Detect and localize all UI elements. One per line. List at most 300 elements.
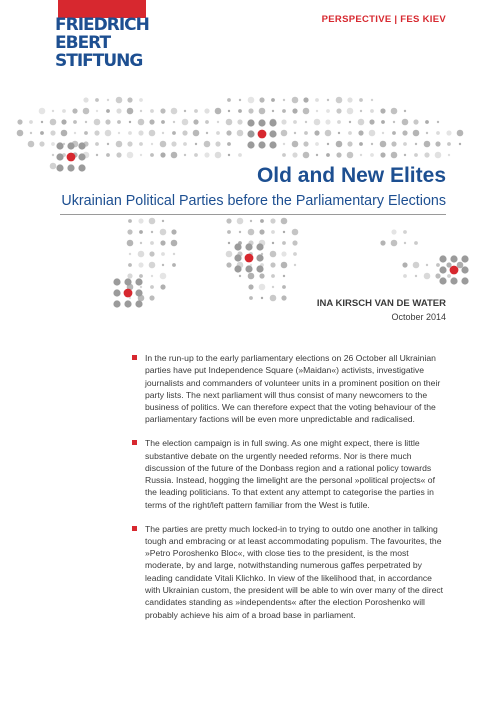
map-dot: [96, 154, 98, 156]
map-dot: [245, 243, 252, 250]
map-dot: [392, 131, 396, 135]
map-dot: [414, 153, 418, 157]
map-dot: [269, 119, 276, 126]
map-dot: [139, 142, 143, 146]
map-dot: [124, 289, 133, 298]
map-dot: [358, 119, 365, 126]
map-dot: [260, 219, 264, 223]
summary-bullet: [132, 523, 446, 621]
map-dot: [259, 97, 264, 102]
map-dot: [461, 255, 468, 262]
map-dot: [204, 108, 209, 113]
map-dot: [226, 251, 233, 258]
map-dot: [227, 230, 231, 234]
map-dot: [370, 109, 374, 113]
map-dot: [182, 130, 187, 135]
map-dot: [461, 277, 468, 284]
map-dot: [272, 286, 274, 288]
map-dot: [272, 110, 274, 112]
map-dot: [248, 229, 255, 236]
map-dot: [171, 108, 178, 115]
map-dot: [245, 254, 254, 263]
summary-bullets: [132, 352, 446, 632]
map-dot: [160, 273, 167, 280]
map-dot: [171, 141, 176, 146]
map-dot: [67, 153, 76, 162]
map-dot: [336, 108, 341, 113]
map-dot: [150, 153, 154, 157]
map-dot: [294, 132, 296, 134]
map-dot: [303, 108, 310, 115]
map-dot: [258, 141, 265, 148]
map-dot: [193, 119, 198, 124]
map-dot: [204, 141, 211, 148]
map-dot: [402, 262, 407, 267]
map-dot: [369, 119, 374, 124]
map-dot: [215, 152, 222, 159]
map-dot: [160, 229, 167, 236]
map-dot: [382, 132, 384, 134]
map-dot: [404, 110, 406, 112]
map-dot: [258, 130, 267, 139]
map-dot: [237, 218, 244, 225]
map-dot: [237, 119, 242, 124]
map-dot: [347, 97, 352, 102]
map-dot: [113, 300, 120, 307]
map-dot: [171, 152, 178, 159]
bullet-square-icon: [132, 440, 137, 445]
map-dot: [248, 97, 255, 104]
map-dot: [447, 142, 451, 146]
map-dot: [404, 242, 406, 244]
map-dot: [29, 120, 33, 124]
map-dot: [281, 130, 288, 137]
map-dot: [17, 119, 22, 124]
map-dot: [292, 152, 297, 157]
map-dot: [281, 218, 288, 225]
map-dot: [151, 275, 153, 277]
map-dot: [226, 130, 231, 135]
map-dot: [281, 251, 286, 256]
map-dot: [293, 252, 297, 256]
map-dot: [259, 229, 264, 234]
map-dot: [461, 266, 468, 273]
map-dot: [283, 275, 285, 277]
map-dot: [403, 230, 407, 234]
map-dot: [234, 265, 241, 272]
map-dot: [194, 153, 198, 157]
map-dot: [256, 265, 263, 272]
map-dot: [439, 255, 446, 262]
map-dot: [436, 263, 440, 267]
map-dot: [315, 142, 319, 146]
map-dot: [116, 152, 121, 157]
map-dot: [393, 121, 395, 123]
map-dot: [249, 296, 253, 300]
map-dot: [439, 277, 446, 284]
map-dot: [140, 110, 142, 112]
author: INA KIRSCH VAN DE WATER: [316, 298, 446, 309]
map-dot: [227, 142, 231, 146]
map-dot: [160, 240, 165, 245]
map-dot: [347, 152, 354, 159]
map-dot: [228, 110, 230, 112]
map-dot: [52, 154, 54, 156]
map-dot: [259, 284, 266, 291]
map-dot: [50, 163, 57, 170]
map-dot: [150, 109, 154, 113]
map-dot: [161, 120, 165, 124]
map-dot: [56, 153, 63, 160]
map-dot: [40, 131, 44, 135]
map-dot: [161, 252, 165, 256]
map-dot: [391, 108, 398, 115]
map-dot: [271, 230, 275, 234]
map-dot: [50, 119, 57, 126]
summary-bullet: [132, 437, 446, 511]
map-dot: [359, 142, 363, 146]
map-dot: [415, 143, 417, 145]
publication-date: October 2014: [391, 312, 446, 322]
map-dot: [127, 229, 132, 234]
map-dot: [94, 130, 99, 135]
map-dot: [281, 119, 286, 124]
map-dot: [160, 108, 165, 113]
map-dot: [51, 142, 55, 146]
logo-line-2: EBERT: [55, 33, 111, 53]
map-dot: [248, 108, 253, 113]
map-dot: [129, 253, 131, 255]
map-dot: [269, 141, 276, 148]
map-dot: [402, 119, 409, 126]
map-dot: [292, 240, 297, 245]
map-dot: [247, 130, 254, 137]
map-dot: [62, 109, 66, 113]
map-dot: [78, 153, 85, 160]
map-dot: [371, 99, 373, 101]
map-dot: [84, 131, 88, 135]
map-dot: [67, 164, 74, 171]
map-dot: [162, 220, 164, 222]
map-dot: [113, 278, 120, 285]
map-dot: [303, 152, 310, 159]
map-dot: [259, 273, 264, 278]
map-dot: [448, 154, 450, 156]
map-dot: [371, 143, 373, 145]
map-dot: [282, 241, 286, 245]
map-dot: [270, 218, 275, 223]
map-dot: [424, 273, 431, 280]
map-dot: [107, 99, 109, 101]
map-dot: [271, 274, 275, 278]
map-dot: [127, 240, 134, 247]
map-dot: [215, 141, 220, 146]
map-dot: [237, 130, 244, 137]
map-dot: [171, 240, 178, 247]
map-dot: [74, 132, 76, 134]
map-dot: [138, 119, 145, 126]
map-dot: [128, 263, 132, 267]
summary-bullet: [132, 352, 446, 426]
map-dot: [17, 130, 24, 137]
map-dot: [239, 231, 241, 233]
map-dot: [360, 110, 362, 112]
map-dot: [250, 220, 252, 222]
map-dot: [292, 229, 299, 236]
map-dot: [149, 295, 154, 300]
map-dot: [183, 142, 187, 146]
map-dot: [272, 242, 274, 244]
map-dot: [194, 109, 198, 113]
map-dot: [140, 154, 142, 156]
map-dot: [135, 289, 142, 296]
map-dot: [426, 264, 428, 266]
map-dot: [305, 121, 307, 123]
map-dot: [151, 231, 153, 233]
page-title: Old and New Elites: [256, 164, 446, 187]
map-dot: [67, 142, 74, 149]
map-dot: [149, 262, 156, 269]
map-dot: [314, 119, 321, 126]
map-dot: [380, 108, 385, 113]
map-dot: [380, 240, 385, 245]
map-dot: [128, 219, 132, 223]
map-dot: [106, 109, 110, 113]
map-dot: [61, 119, 66, 124]
map-dot: [118, 132, 120, 134]
map-dot: [248, 273, 255, 280]
map-dot: [217, 121, 219, 123]
map-dot: [85, 121, 87, 123]
map-dot: [293, 120, 297, 124]
map-dot: [439, 266, 446, 273]
map-dot: [315, 98, 319, 102]
map-dot: [282, 285, 286, 289]
map-dot: [127, 97, 132, 102]
logo-line-1: FRIEDRICH: [55, 15, 149, 35]
map-dot: [391, 141, 396, 146]
map-dot: [139, 274, 143, 278]
map-dot: [149, 119, 154, 124]
map-dot: [234, 254, 241, 261]
map-dot: [171, 229, 176, 234]
map-dot: [140, 286, 142, 288]
map-dot: [283, 143, 285, 145]
map-dot: [139, 98, 143, 102]
map-dot: [238, 153, 242, 157]
map-dot: [316, 154, 318, 156]
map-dot: [259, 108, 266, 115]
map-dot: [149, 251, 154, 256]
map-dot: [73, 120, 77, 124]
map-dot: [325, 130, 332, 137]
map-dot: [404, 154, 406, 156]
map-dot: [358, 130, 363, 135]
map-dot: [56, 164, 63, 171]
map-dot: [292, 108, 297, 113]
map-dot: [360, 154, 362, 156]
map-dot: [96, 110, 98, 112]
map-dot: [83, 108, 90, 115]
map-dot: [325, 119, 330, 124]
map-dot: [281, 262, 288, 269]
map-dot: [338, 132, 340, 134]
map-dot: [95, 98, 99, 102]
map-dot: [403, 274, 407, 278]
map-dot: [391, 229, 396, 234]
map-dot: [83, 97, 88, 102]
bullet-text: The parties are pretty much locked-in to trying to outdo one another in talking tough and embracing or at least accommodating populism. The favourites, the »Petro Poroshenko Bloc«, with close ties to the president, is the most moderate, by and large, notwithstanding numerous gaffes perpetrated by leading candidate Vitali Klichko. In view of the likelihood that, in accordance with Ukrainian custom, the president will be able to win over many of the direct candidates standing as »independents« after the election Poroshenko will probably achieve his aim of a broad base in parliament.: [145, 523, 444, 620]
map-dot: [347, 141, 352, 146]
map-dot: [116, 97, 123, 104]
map-dot: [162, 132, 164, 134]
map-dot: [228, 242, 230, 244]
map-dot: [447, 274, 451, 278]
map-dot: [135, 278, 142, 285]
map-dot: [127, 108, 134, 115]
map-dot: [39, 108, 46, 115]
map-dot: [94, 119, 101, 126]
map-dot: [52, 110, 54, 112]
map-dot: [327, 99, 329, 101]
map-dot: [30, 132, 32, 134]
map-dot: [256, 243, 263, 250]
map-dot: [292, 141, 299, 148]
map-dot: [124, 278, 131, 285]
map-dot: [173, 121, 175, 123]
map-dot: [184, 154, 186, 156]
map-dot: [245, 265, 252, 272]
bullet-square-icon: [132, 526, 137, 531]
map-dot: [105, 130, 112, 137]
map-dot: [256, 254, 263, 261]
map-dot: [151, 143, 153, 145]
map-dot: [435, 141, 440, 146]
map-dot: [116, 141, 123, 148]
map-dot: [261, 297, 263, 299]
map-dot: [116, 108, 121, 113]
map-dot: [282, 153, 286, 157]
map-dot: [149, 130, 156, 137]
map-dot: [426, 132, 428, 134]
title-divider: [60, 214, 446, 215]
map-dot: [127, 152, 134, 159]
map-dot: [327, 143, 329, 145]
map-dot: [138, 262, 143, 267]
map-dot: [270, 295, 277, 302]
map-dot: [150, 285, 154, 289]
map-dot: [138, 218, 143, 223]
map-dot: [173, 253, 175, 255]
map-dot: [381, 120, 385, 124]
map-dot: [281, 295, 286, 300]
map-dot: [436, 131, 440, 135]
map-dot: [424, 152, 429, 157]
map-dot: [269, 130, 276, 137]
map-dot: [239, 99, 241, 101]
map-dot: [78, 164, 85, 171]
map-dot: [72, 108, 77, 113]
map-dot: [184, 110, 186, 112]
series-label: PERSPECTIVE | FES KIEV: [321, 14, 446, 25]
map-dot: [127, 141, 132, 146]
page-subtitle: Ukrainian Political Parties before the Parliamentary Elections: [61, 193, 446, 209]
map-dot: [107, 143, 109, 145]
map-dot: [206, 132, 208, 134]
map-dot: [446, 262, 451, 267]
map-dot: [391, 152, 398, 159]
map-dot: [337, 120, 341, 124]
map-dot: [160, 141, 167, 148]
map-dot: [283, 231, 285, 233]
map-dot: [205, 120, 209, 124]
map-dot: [28, 141, 35, 148]
map-dot: [359, 98, 363, 102]
map-dot: [370, 153, 374, 157]
map-dot: [193, 130, 200, 137]
bullet-text: The election campaign is in full swing. As one might expect, there is little substantive debate on the urgently needed reforms. Nor is there much discussion of the future of the Donbass region and a rational policy towards Russia. Instead, hogging the limelight are the personal »political projects« of the leading politicians. To that extent any attempt to categorise the parties in terms of the right/left pattern familiar from the West is futile.: [145, 438, 435, 510]
map-dot: [326, 153, 330, 157]
map-dot: [216, 131, 220, 135]
map-dot: [39, 141, 44, 146]
map-dot: [391, 240, 398, 247]
map-dot: [226, 119, 233, 126]
map-dot: [403, 142, 407, 146]
map-dot: [415, 275, 417, 277]
map-dot: [239, 275, 241, 277]
map-dot: [314, 130, 319, 135]
map-dot: [437, 121, 439, 123]
map-dot: [95, 142, 99, 146]
map-dot: [348, 131, 352, 135]
map-dot: [172, 131, 176, 135]
map-dot: [425, 120, 429, 124]
map-dot: [457, 130, 464, 137]
map-dot: [162, 264, 164, 266]
map-dot: [402, 130, 407, 135]
map-dot: [41, 121, 43, 123]
map-dot: [336, 152, 341, 157]
map-dot: [336, 141, 343, 148]
map-dot: [227, 98, 231, 102]
map-dot: [128, 131, 132, 135]
map-dot: [138, 130, 143, 135]
map-dot: [139, 230, 143, 234]
map-dot: [226, 262, 231, 267]
map-dot: [204, 152, 209, 157]
map-dot: [50, 130, 55, 135]
map-dot: [124, 300, 131, 307]
map-dot: [258, 119, 265, 126]
map-dot: [292, 97, 299, 104]
map-dot: [61, 130, 68, 137]
map-dot: [380, 152, 385, 157]
map-dot: [380, 141, 387, 148]
map-dot: [459, 143, 461, 145]
logo-line-3: STIFTUNG: [55, 51, 143, 71]
map-dot: [283, 99, 285, 101]
map-dot: [215, 108, 222, 115]
map-dot: [105, 119, 110, 124]
map-dot: [247, 119, 254, 126]
map-dot: [413, 130, 420, 137]
bullet-square-icon: [132, 355, 137, 360]
map-dot: [182, 119, 189, 126]
map-dot: [195, 143, 197, 145]
map-dot: [238, 109, 242, 113]
map-dot: [138, 251, 145, 258]
map-dot: [270, 262, 275, 267]
